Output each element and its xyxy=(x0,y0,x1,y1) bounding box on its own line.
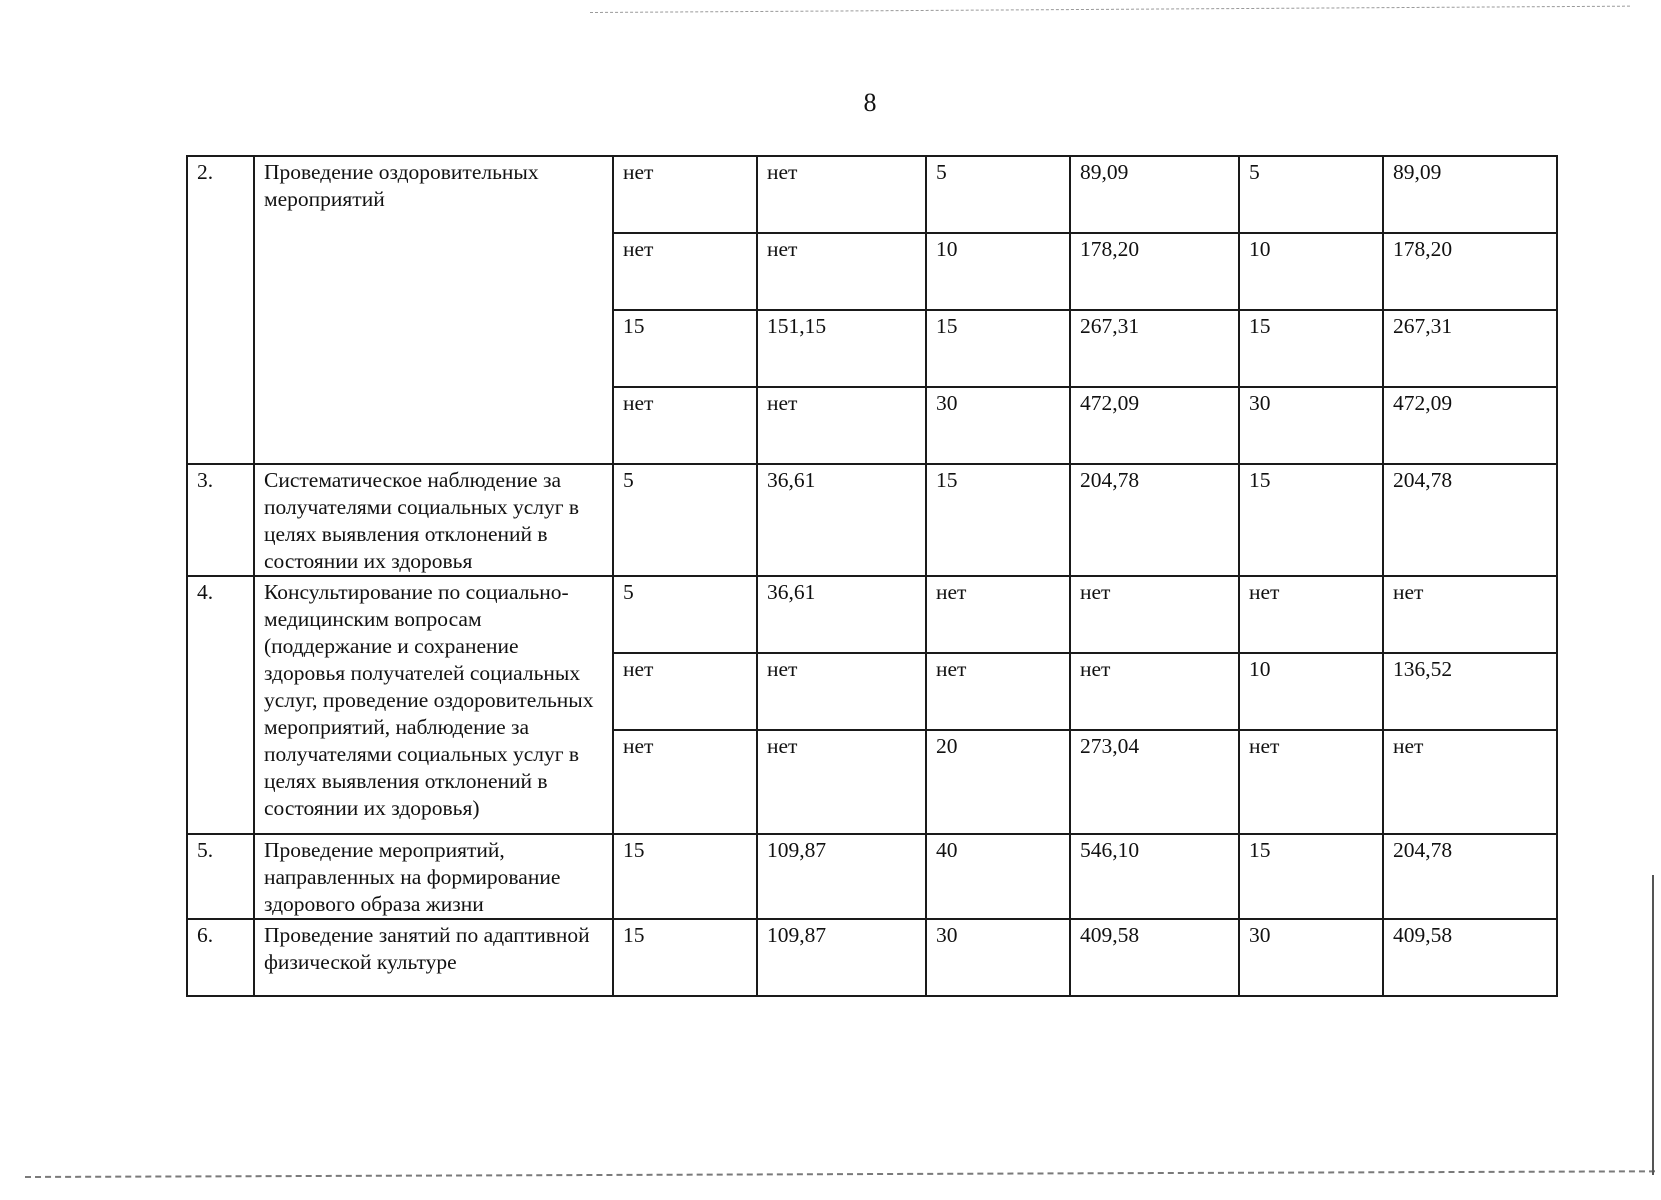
value-cell: 30 xyxy=(1239,919,1383,996)
value-cell: 36,61 xyxy=(757,576,926,653)
value-cell: нет xyxy=(757,233,926,310)
table-row xyxy=(187,834,1557,919)
value-cell: 15 xyxy=(1239,834,1383,919)
value-cell: нет xyxy=(757,387,926,464)
value-cell: 15 xyxy=(613,834,757,919)
service-name: Проведение занятий по адаптивной физической культуре xyxy=(254,919,613,996)
value-cell: нет xyxy=(613,730,757,834)
service-name: Проведение оздоровительных мероприятий xyxy=(254,156,613,464)
value-cell: 409,58 xyxy=(1383,919,1557,996)
value-cell: 10 xyxy=(1239,653,1383,730)
row-number: 5. xyxy=(187,834,254,919)
value-cell: 5 xyxy=(1239,156,1383,233)
value-cell: 30 xyxy=(926,919,1070,996)
table-row xyxy=(187,156,1557,233)
value-cell: нет xyxy=(757,653,926,730)
value-cell: 204,78 xyxy=(1383,464,1557,576)
value-cell: 178,20 xyxy=(1383,233,1557,310)
value-cell: 15 xyxy=(1239,310,1383,387)
value-cell: 273,04 xyxy=(1070,730,1239,834)
value-cell: 10 xyxy=(1239,233,1383,310)
value-cell: 15 xyxy=(926,310,1070,387)
value-cell: нет xyxy=(613,653,757,730)
value-cell: 15 xyxy=(1239,464,1383,576)
row-number: 6. xyxy=(187,919,254,996)
value-cell: 15 xyxy=(613,310,757,387)
value-cell: 89,09 xyxy=(1383,156,1557,233)
row-number: 3. xyxy=(187,464,254,576)
value-cell: 5 xyxy=(613,576,757,653)
table-row xyxy=(187,464,1557,576)
value-cell: 267,31 xyxy=(1070,310,1239,387)
value-cell: 151,15 xyxy=(757,310,926,387)
scan-edge-top xyxy=(590,6,1630,13)
table-body xyxy=(187,156,1557,996)
value-cell: 472,09 xyxy=(1383,387,1557,464)
value-cell: 109,87 xyxy=(757,834,926,919)
service-name: Консультирование по социально-медицинским вопросам (поддержание и сохранение здоровья получателей социальных услуг, проведение оздоровительных мероприятий, наблюдение за получателями социальных услуг в целях выявления отклонений в состоянии их здоровья) xyxy=(254,576,613,834)
value-cell: 409,58 xyxy=(1070,919,1239,996)
value-cell: нет xyxy=(1070,653,1239,730)
value-cell: 15 xyxy=(613,919,757,996)
row-number: 4. xyxy=(187,576,254,834)
value-cell: 40 xyxy=(926,834,1070,919)
value-cell: нет xyxy=(1239,576,1383,653)
table-row xyxy=(187,919,1557,996)
value-cell: 10 xyxy=(926,233,1070,310)
value-cell: 267,31 xyxy=(1383,310,1557,387)
value-cell: 30 xyxy=(926,387,1070,464)
value-cell: 472,09 xyxy=(1070,387,1239,464)
value-cell: нет xyxy=(1383,730,1557,834)
value-cell: нет xyxy=(613,233,757,310)
services-table xyxy=(186,155,1558,997)
value-cell: нет xyxy=(926,576,1070,653)
value-cell: 204,78 xyxy=(1070,464,1239,576)
value-cell: нет xyxy=(926,653,1070,730)
value-cell: нет xyxy=(1239,730,1383,834)
value-cell: нет xyxy=(613,387,757,464)
value-cell: 109,87 xyxy=(757,919,926,996)
value-cell: 546,10 xyxy=(1070,834,1239,919)
table-row xyxy=(187,576,1557,653)
value-cell: нет xyxy=(613,156,757,233)
value-cell: нет xyxy=(757,156,926,233)
value-cell: нет xyxy=(757,730,926,834)
value-cell: 89,09 xyxy=(1070,156,1239,233)
value-cell: 36,61 xyxy=(757,464,926,576)
scan-edge-bottom xyxy=(25,1170,1655,1178)
row-number: 2. xyxy=(187,156,254,464)
value-cell: 20 xyxy=(926,730,1070,834)
value-cell: нет xyxy=(1070,576,1239,653)
page-number: 8 xyxy=(863,88,877,117)
value-cell: 136,52 xyxy=(1383,653,1557,730)
value-cell: 178,20 xyxy=(1070,233,1239,310)
service-name: Систематическое наблюдение за получателями социальных услуг в целях выявления отклонений в состоянии их здоровья xyxy=(254,464,613,576)
service-name: Проведение мероприятий, направленных на формирование здорового образа жизни xyxy=(254,834,613,919)
value-cell: 5 xyxy=(926,156,1070,233)
value-cell: 204,78 xyxy=(1383,834,1557,919)
value-cell: 5 xyxy=(613,464,757,576)
value-cell: 15 xyxy=(926,464,1070,576)
value-cell: 30 xyxy=(1239,387,1383,464)
scan-edge-right xyxy=(1652,875,1654,1175)
value-cell: нет xyxy=(1383,576,1557,653)
